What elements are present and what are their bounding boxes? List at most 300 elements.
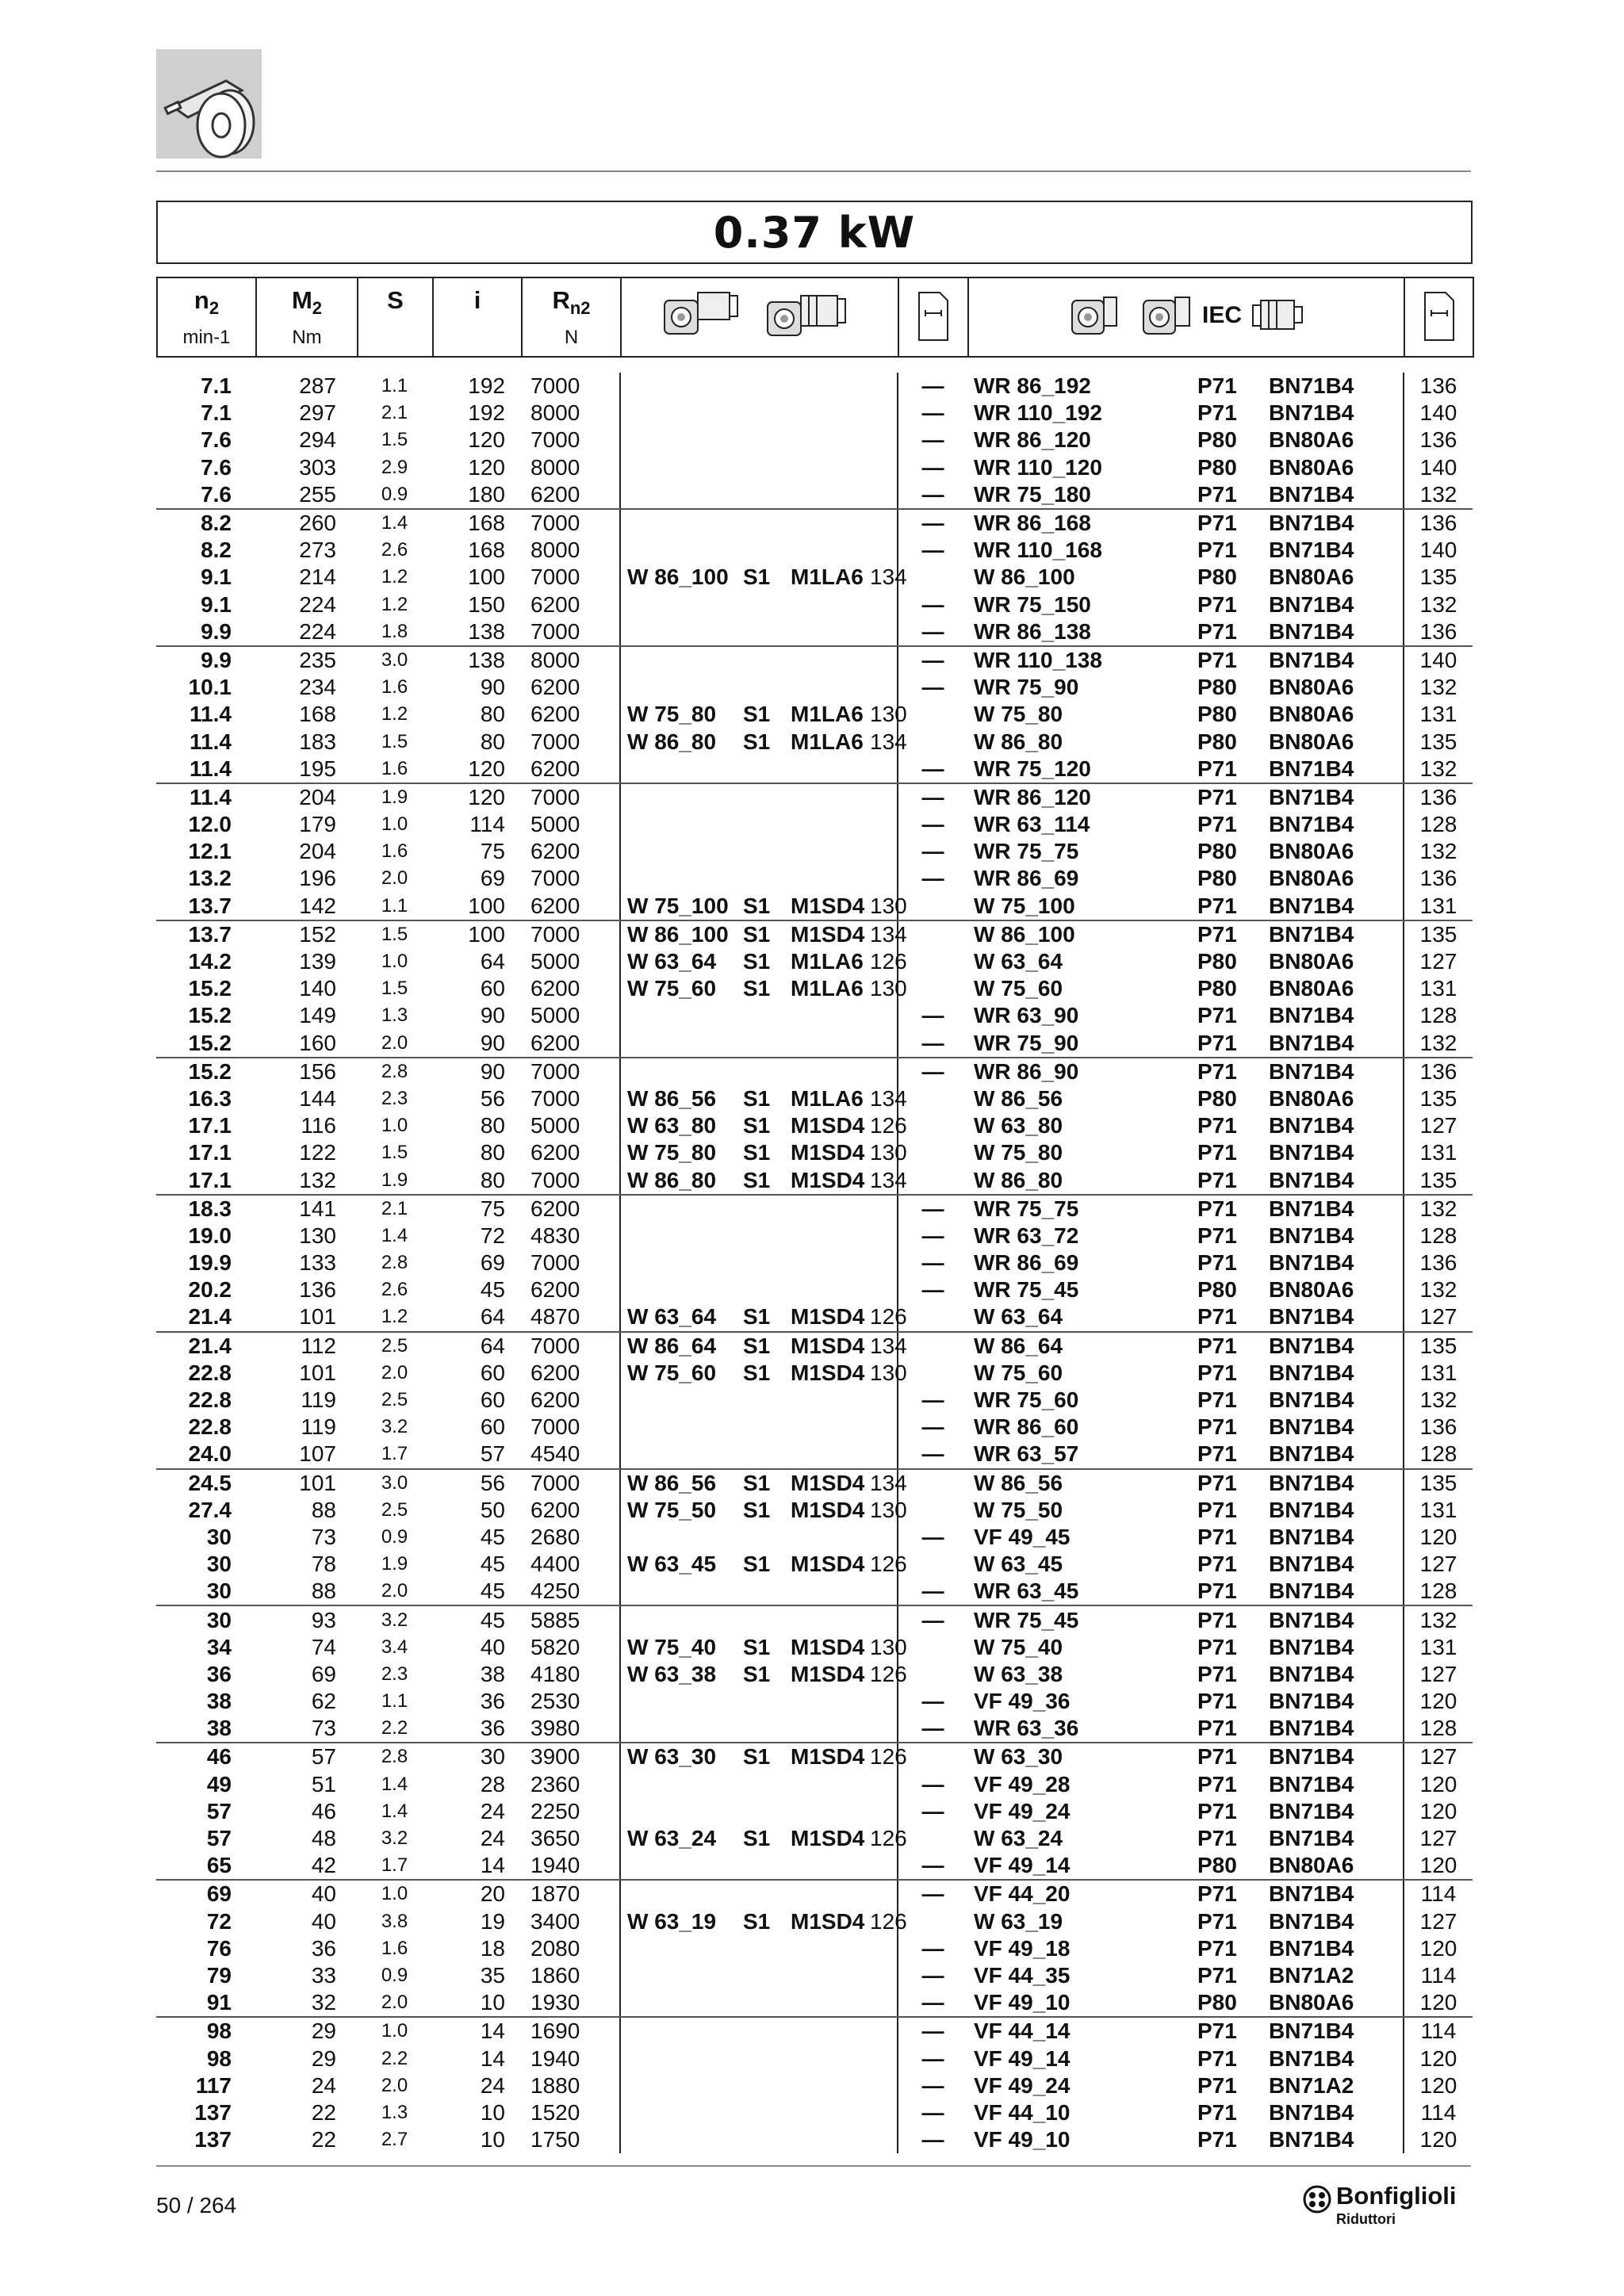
table-row bbox=[156, 920, 1473, 948]
iec-gearbox-cell: W 86_56 bbox=[974, 1085, 1063, 1111]
iec-gearbox-cell: W 63_45 bbox=[974, 1552, 1063, 1577]
ratio-cell: 24 bbox=[480, 1826, 505, 1851]
w-motor-cell bbox=[791, 1578, 870, 1605]
w-page-cell bbox=[870, 1276, 898, 1303]
iec-motor-cell: BN71B4 bbox=[1269, 1826, 1354, 1851]
s-cell: 3.2 bbox=[381, 1827, 408, 1850]
iec-motor-icon bbox=[1250, 296, 1305, 335]
n2-cell: 11.4 bbox=[190, 729, 232, 754]
w-s-cell bbox=[743, 509, 791, 537]
s-cell: 1.1 bbox=[357, 893, 432, 920]
n2-cell: 69 bbox=[206, 1881, 232, 1907]
n2-cell: 9.9 bbox=[156, 618, 255, 646]
table-row bbox=[156, 1825, 1473, 1852]
s-cell: 1.6 bbox=[357, 756, 432, 783]
iec-gearbox-cell: W 63_64 bbox=[967, 1303, 1197, 1331]
no-motor-cell: — bbox=[898, 1852, 967, 1880]
w-page-cell bbox=[870, 1578, 898, 1605]
table-row bbox=[156, 756, 1473, 783]
iec-gearbox-cell: W 75_80 bbox=[974, 702, 1063, 727]
w-gearbox-cell: W 86_64 bbox=[627, 1333, 717, 1358]
w-page-cell bbox=[870, 1962, 898, 1989]
s-cell: 1.7 bbox=[357, 1852, 432, 1880]
w-motor-cell bbox=[791, 1935, 870, 1962]
table-row bbox=[156, 646, 1473, 674]
iec-page-cell: 136 bbox=[1404, 865, 1473, 892]
rn2-cell: 6200 bbox=[521, 1497, 620, 1524]
w-gearbox-cell: W 86_80 bbox=[627, 729, 717, 754]
w-s-cell bbox=[743, 1249, 791, 1276]
rn2-cell: 3900 bbox=[521, 1743, 620, 1770]
w-gearbox-cell: W 63_19 bbox=[627, 1908, 717, 1934]
ratio-cell: 168 bbox=[468, 538, 505, 563]
iec-motor-cell: BN80A6 bbox=[1269, 866, 1354, 891]
rn2-cell: 6200 bbox=[521, 756, 620, 783]
n2-cell: 15.2 bbox=[188, 1058, 232, 1084]
w-s-cell bbox=[743, 646, 791, 674]
s-cell: 2.2 bbox=[357, 1715, 432, 1743]
w-page-cell: 134 bbox=[870, 1332, 898, 1360]
iec-motor-cell: BN80A6 bbox=[1269, 702, 1354, 727]
m2-cell: 133 bbox=[299, 1250, 336, 1276]
m2-cell: 101 bbox=[299, 1360, 336, 1385]
rn2-cell: 7000 bbox=[521, 427, 620, 453]
s-cell: 2.8 bbox=[381, 1252, 408, 1274]
iec-gearbox-cell: VF 49_28 bbox=[974, 1771, 1071, 1797]
no-motor-cell bbox=[898, 1085, 967, 1112]
iec-flange-cell: P80 bbox=[1197, 702, 1237, 727]
table-row bbox=[156, 1002, 1473, 1029]
table-row bbox=[156, 1743, 1473, 1770]
iec-flange-cell: P71 bbox=[1197, 2019, 1237, 2044]
n2-cell: 19.9 bbox=[188, 1250, 232, 1276]
no-motor-cell: — bbox=[921, 591, 944, 617]
iec-motor-cell: BN80A6 bbox=[1269, 1989, 1404, 2017]
w-gearbox-cell bbox=[620, 2045, 743, 2072]
s-cell: 2.3 bbox=[381, 1663, 408, 1685]
table-row bbox=[156, 1223, 1473, 1249]
no-motor-cell bbox=[898, 1497, 967, 1524]
iec-motor-cell: BN71B4 bbox=[1269, 1058, 1354, 1084]
page-number: 50 / 264 bbox=[156, 2193, 237, 2218]
w-page-cell: 126 bbox=[870, 1661, 898, 1688]
ratio-cell: 120 bbox=[468, 784, 505, 809]
w-gearbox-cell bbox=[620, 1852, 743, 1880]
iec-gearbox-cell: W 86_100 bbox=[974, 921, 1075, 947]
no-motor-cell bbox=[898, 893, 967, 920]
w-page-cell: 126 bbox=[870, 1551, 898, 1578]
w-gearbox-cell bbox=[620, 1578, 743, 1605]
table-body bbox=[156, 373, 1473, 2153]
w-s-cell bbox=[743, 1852, 791, 1880]
ratio-cell: 14 bbox=[480, 2045, 505, 2071]
w-motor-cell: M1LA6 bbox=[791, 564, 864, 590]
iec-flange-cell: P71 bbox=[1197, 1798, 1237, 1823]
ratio-cell: 90 bbox=[480, 675, 505, 700]
ratio-cell: 36 bbox=[480, 1689, 505, 1714]
no-motor-cell: — bbox=[898, 618, 967, 646]
m2-cell: 140 bbox=[299, 976, 336, 1001]
w-s-cell bbox=[743, 1058, 791, 1085]
iec-gearbox-cell: WR 86_192 bbox=[974, 373, 1091, 399]
n2-cell: 17.1 bbox=[188, 1113, 232, 1138]
iec-flange-cell: P80 bbox=[1197, 839, 1237, 864]
w-page-cell: 130 bbox=[870, 975, 898, 1002]
ratio-cell: 28 bbox=[480, 1771, 505, 1797]
s-cell: 2.8 bbox=[381, 1060, 408, 1082]
m2-cell: 136 bbox=[299, 1277, 336, 1303]
n2-cell: 12.1 bbox=[188, 839, 232, 864]
rn2-cell: 7000 bbox=[521, 920, 620, 948]
w-s-cell: S1 bbox=[743, 1497, 771, 1522]
iec-motor-cell: BN71B4 bbox=[1269, 2099, 1354, 2125]
n2-cell: 30 bbox=[206, 1552, 232, 1577]
iec-flange-cell: P71 bbox=[1197, 1250, 1237, 1276]
w-motor-cell bbox=[791, 454, 870, 481]
w-motor-cell: M1SD4 bbox=[791, 1113, 865, 1138]
iec-page-cell: 136 bbox=[1404, 427, 1473, 453]
iec-flange-cell: P71 bbox=[1197, 400, 1237, 426]
s-cell: 1.6 bbox=[381, 840, 408, 863]
ratio-cell: 72 bbox=[480, 1223, 505, 1248]
iec-page-cell: 140 bbox=[1404, 646, 1473, 674]
w-s-cell bbox=[743, 838, 791, 865]
w-motor-cell bbox=[791, 618, 870, 646]
ratio-cell: 80 bbox=[480, 702, 505, 727]
iec-page-cell: 135 bbox=[1404, 728, 1473, 755]
iec-flange-cell: P71 bbox=[1197, 1661, 1237, 1686]
m2-cell: 101 bbox=[255, 1303, 357, 1331]
w-page-cell: 130 bbox=[870, 1497, 898, 1524]
ratio-cell: 138 bbox=[468, 647, 505, 672]
w-page-cell: 134 bbox=[870, 564, 898, 591]
n2-cell: 22.8 bbox=[188, 1360, 232, 1385]
iec-page-cell: 128 bbox=[1404, 811, 1473, 838]
w-motor-cell bbox=[791, 1962, 870, 1989]
no-motor-cell bbox=[898, 1360, 967, 1387]
w-gearbox-cell bbox=[620, 756, 743, 783]
m2-cell: 40 bbox=[311, 1908, 336, 1934]
s-cell: 1.4 bbox=[381, 512, 408, 534]
ratio-cell: 120 bbox=[468, 427, 505, 453]
no-motor-cell: — bbox=[921, 2099, 944, 2125]
iec-page-cell: 132 bbox=[1404, 838, 1473, 865]
w-page-cell bbox=[870, 2126, 898, 2153]
iec-motor-cell: BN71B4 bbox=[1269, 1196, 1354, 1221]
iec-flange-cell: P71 bbox=[1197, 893, 1269, 920]
iec-motor-cell: BN71B4 bbox=[1269, 1303, 1404, 1331]
no-motor-cell bbox=[898, 1825, 967, 1852]
w-motor-cell bbox=[791, 1989, 870, 2017]
w-page-cell bbox=[870, 454, 898, 481]
no-motor-cell: — bbox=[921, 1935, 944, 1961]
catalog-page-icon bbox=[916, 289, 951, 343]
n2-cell: 20.2 bbox=[188, 1277, 232, 1303]
w-s-cell: S1 bbox=[743, 1826, 771, 1851]
iec-flange-cell: P71 bbox=[1197, 784, 1237, 809]
s-cell: 3.2 bbox=[381, 1416, 408, 1438]
w-page-cell bbox=[870, 2099, 898, 2126]
iec-page-cell: 132 bbox=[1404, 1387, 1473, 1414]
w-s-cell bbox=[743, 618, 791, 646]
n2-cell: 117 bbox=[195, 2072, 232, 2098]
w-motor-cell: M1SD4 bbox=[791, 1552, 865, 1577]
w-motor-cell bbox=[791, 865, 870, 892]
m2-cell: 214 bbox=[299, 564, 336, 590]
table-row bbox=[156, 1634, 1473, 1661]
m2-cell: 101 bbox=[299, 1470, 336, 1495]
ratio-cell: 45 bbox=[480, 1607, 505, 1632]
no-motor-cell bbox=[898, 1166, 967, 1194]
m2-cell: 130 bbox=[299, 1223, 336, 1248]
w-motor-cell bbox=[791, 591, 870, 618]
w-motor-cell: M1SD4 bbox=[791, 1744, 865, 1770]
n2-cell: 18.3 bbox=[188, 1196, 232, 1221]
ratio-cell: 192 bbox=[468, 400, 505, 426]
rn2-cell: 1880 bbox=[521, 2072, 620, 2099]
iec-gearbox-cell: WR 86_60 bbox=[974, 1414, 1079, 1440]
w-motor-cell bbox=[791, 1688, 870, 1715]
table-row bbox=[156, 1249, 1473, 1276]
ratio-cell: 56 bbox=[480, 1085, 505, 1111]
table-row bbox=[156, 975, 1473, 1002]
w-page-cell bbox=[870, 591, 898, 618]
table-row bbox=[156, 1989, 1473, 2017]
header-page-ref bbox=[898, 277, 968, 357]
rn2-cell: 7000 bbox=[521, 1249, 620, 1276]
iec-gearbox-cell: WR 63_114 bbox=[974, 812, 1090, 837]
iec-flange-cell: P71 bbox=[1197, 2127, 1237, 2152]
s-cell: 2.0 bbox=[381, 867, 408, 890]
iec-gearbox-cell: W 75_100 bbox=[967, 893, 1197, 920]
iec-gearbox-cell: W 86_56 bbox=[974, 1470, 1063, 1495]
w-gearbox-cell bbox=[620, 1223, 743, 1249]
rn2-cell: 7000 bbox=[521, 1469, 620, 1497]
table-row bbox=[156, 783, 1473, 811]
iec-page-cell: 135 bbox=[1404, 1166, 1473, 1194]
w-gearbox-cell bbox=[620, 481, 743, 509]
m2-cell: 141 bbox=[299, 1196, 336, 1221]
iec-motor-cell: BN71B4 bbox=[1269, 2045, 1354, 2071]
n2-cell: 9.9 bbox=[201, 647, 232, 672]
w-s-cell bbox=[743, 1223, 791, 1249]
s-cell: 3.2 bbox=[381, 1609, 408, 1631]
rn2-cell: 4400 bbox=[521, 1551, 620, 1578]
s-cell: 2.5 bbox=[381, 1498, 408, 1521]
n2-cell: 19.0 bbox=[188, 1223, 232, 1248]
s-cell: 3.8 bbox=[381, 1910, 408, 1932]
iec-flange-cell: P71 bbox=[1197, 1771, 1237, 1797]
s-cell: 2.1 bbox=[381, 1197, 408, 1219]
rn2-cell: 4180 bbox=[521, 1661, 620, 1688]
table-row bbox=[156, 1962, 1473, 1989]
w-s-cell: S1 bbox=[743, 702, 771, 727]
w-motor-cell bbox=[791, 1605, 870, 1633]
iec-page-cell: 127 bbox=[1404, 1908, 1473, 1935]
m2-cell: 234 bbox=[299, 675, 336, 700]
w-gearbox-cell bbox=[620, 838, 743, 865]
iec-gearbox-cell: VF 49_14 bbox=[974, 2045, 1071, 2071]
s-cell: 2.0 bbox=[357, 1989, 432, 2017]
w-motor-cell bbox=[791, 1058, 870, 1085]
iec-page-cell: 120 bbox=[1404, 1852, 1473, 1880]
w-gearbox-cell bbox=[620, 1798, 743, 1825]
ratio-cell: 30 bbox=[480, 1744, 505, 1770]
w-gearbox-cell bbox=[620, 1935, 743, 1962]
w-gearbox-cell bbox=[620, 2126, 743, 2153]
w-s-cell bbox=[743, 591, 791, 618]
m2-cell: 204 bbox=[299, 784, 336, 809]
iec-gearbox-cell: WR 63_36 bbox=[967, 1715, 1197, 1743]
m2-cell: 255 bbox=[255, 481, 357, 509]
w-page-cell bbox=[870, 400, 898, 427]
iec-flange-cell: P71 bbox=[1197, 1908, 1237, 1934]
table-row bbox=[156, 1524, 1473, 1551]
rn2-cell: 5000 bbox=[521, 948, 620, 975]
w-motor-cell bbox=[791, 674, 870, 701]
w-gearbox-cell bbox=[620, 1030, 743, 1058]
no-motor-cell: — bbox=[921, 2072, 944, 2098]
n2-cell: 27.4 bbox=[188, 1497, 232, 1522]
iec-page-cell: 120 bbox=[1404, 1935, 1473, 1962]
no-motor-cell: — bbox=[921, 866, 944, 891]
w-gearbox-cell: W 63_30 bbox=[627, 1744, 717, 1770]
w-page-cell bbox=[870, 1195, 898, 1223]
w-page-cell bbox=[870, 1715, 898, 1743]
w-page-cell bbox=[870, 1002, 898, 1029]
m2-cell: 196 bbox=[299, 866, 336, 891]
w-gearbox-cell bbox=[620, 509, 743, 537]
w-s-cell bbox=[743, 1962, 791, 1989]
no-motor-cell: — bbox=[921, 373, 944, 399]
s-cell: 2.8 bbox=[381, 1746, 408, 1768]
iec-flange-cell: P71 bbox=[1197, 756, 1269, 783]
iec-page-cell: 132 bbox=[1404, 1276, 1473, 1303]
iec-motor-cell: BN71B4 bbox=[1269, 2019, 1354, 2044]
n2-cell: 24.0 bbox=[156, 1441, 255, 1468]
n2-cell: 7.6 bbox=[201, 427, 232, 453]
ratio-cell: 45 bbox=[480, 1524, 505, 1549]
w-gearbox-cell bbox=[620, 537, 743, 564]
ratio-cell: 168 bbox=[468, 511, 505, 536]
rn2-cell: 5000 bbox=[521, 811, 620, 838]
w-gearbox-cell bbox=[620, 646, 743, 674]
m2-cell: 297 bbox=[299, 400, 336, 426]
n2-cell: 57 bbox=[206, 1798, 232, 1823]
iec-page-cell: 120 bbox=[1404, 1989, 1473, 2017]
w-gearbox-cell bbox=[620, 1002, 743, 1029]
iec-gearbox-cell: WR 75_90 bbox=[967, 1030, 1197, 1058]
m2-cell: 156 bbox=[299, 1058, 336, 1084]
table-row bbox=[156, 1112, 1473, 1139]
no-motor-cell: — bbox=[921, 1607, 944, 1632]
w-motor-cell: M1SD4 bbox=[791, 921, 865, 947]
iec-flange-cell: P71 bbox=[1197, 812, 1237, 837]
iec-motor-cell: BN71B4 bbox=[1269, 1470, 1354, 1495]
m2-cell: 29 bbox=[311, 2045, 336, 2071]
w-gearbox-cell bbox=[620, 400, 743, 427]
w-page-cell bbox=[870, 1058, 898, 1085]
ratio-cell: 80 bbox=[480, 1140, 505, 1165]
iec-motor-cell: BN71B4 bbox=[1269, 1030, 1404, 1058]
iec-motor-cell: BN71B4 bbox=[1269, 647, 1354, 672]
iec-gearbox-cell: W 86_64 bbox=[974, 1333, 1063, 1358]
w-gearbox-cell bbox=[620, 811, 743, 838]
n2-cell: 36 bbox=[206, 1661, 232, 1686]
w-page-cell: 134 bbox=[870, 1469, 898, 1497]
table-row bbox=[156, 2017, 1473, 2045]
iec-page-cell: 120 bbox=[1404, 1688, 1473, 1715]
table-row bbox=[156, 1441, 1473, 1468]
iec-page-cell: 136 bbox=[1404, 783, 1473, 811]
iec-gearbox-cell: W 63_80 bbox=[974, 1113, 1063, 1138]
w-gearbox-cell: W 75_60 bbox=[627, 976, 717, 1001]
table-row bbox=[156, 2045, 1473, 2072]
iec-gearbox-cell: VF 49_14 bbox=[967, 1852, 1197, 1880]
ratio-cell: 20 bbox=[480, 1881, 505, 1907]
w-s-cell: S1 bbox=[743, 1552, 771, 1577]
n2-cell: 34 bbox=[206, 1634, 232, 1659]
iec-flange-cell: P71 bbox=[1197, 1524, 1237, 1549]
w-s-cell: S1 bbox=[743, 1113, 771, 1138]
no-motor-cell bbox=[898, 1139, 967, 1166]
iec-page-cell: 132 bbox=[1404, 1195, 1473, 1223]
s-cell: 1.5 bbox=[381, 429, 408, 451]
table-row bbox=[156, 1414, 1473, 1441]
m2-cell: 168 bbox=[299, 702, 336, 727]
rn2-cell: 6200 bbox=[521, 1387, 620, 1414]
selection-table bbox=[156, 373, 1473, 2153]
w-s-cell bbox=[743, 783, 791, 811]
w-motor-cell bbox=[791, 1852, 870, 1880]
w-s-cell bbox=[743, 1935, 791, 1962]
w-motor-cell bbox=[791, 2045, 870, 2072]
w-gearbox-cell bbox=[620, 1249, 743, 1276]
w-page-cell: 126 bbox=[870, 948, 898, 975]
w-motor-cell bbox=[791, 2017, 870, 2045]
iec-gearbox-cell: WR 75_90 bbox=[974, 675, 1079, 700]
iec-gearbox-cell: W 75_40 bbox=[974, 1634, 1063, 1659]
rn2-cell: 6200 bbox=[521, 674, 620, 701]
iec-flange-cell: P71 bbox=[1197, 1333, 1237, 1358]
w-motor-cell: M1SD4 bbox=[791, 1497, 865, 1522]
no-motor-cell: — bbox=[921, 454, 944, 480]
w-motor-cell: M1SD4 bbox=[791, 1470, 865, 1495]
w-s-cell: S1 bbox=[743, 1661, 771, 1686]
iec-page-cell: 128 bbox=[1404, 1578, 1473, 1605]
iec-motor-cell: BN71B4 bbox=[1269, 400, 1354, 426]
no-motor-cell: — bbox=[921, 427, 944, 453]
iec-motor-cell: BN71B4 bbox=[1269, 1881, 1354, 1907]
w-motor-cell bbox=[791, 1715, 870, 1743]
w-motor-cell: M1SD4 bbox=[791, 1303, 870, 1331]
s-cell: 1.2 bbox=[357, 1303, 432, 1331]
w-gearbox-cell bbox=[620, 591, 743, 618]
iec-page-cell: 135 bbox=[1404, 564, 1473, 591]
iec-motor-cell: BN80A6 bbox=[1269, 454, 1354, 480]
w-gearbox-cell bbox=[620, 2099, 743, 2126]
w-page-cell bbox=[870, 1524, 898, 1551]
iec-page-cell: 120 bbox=[1404, 1524, 1473, 1551]
w-page-cell: 126 bbox=[870, 1743, 898, 1770]
ratio-cell: 90 bbox=[432, 1030, 521, 1058]
w-gearbox-cell: W 86_56 bbox=[627, 1085, 717, 1111]
m2-cell: 287 bbox=[299, 373, 336, 399]
no-motor-cell: — bbox=[921, 1003, 944, 1028]
iec-page-cell: 127 bbox=[1404, 1303, 1473, 1331]
n2-cell: 11.4 bbox=[190, 784, 232, 809]
iec-gearbox-cell: W 75_50 bbox=[974, 1497, 1063, 1522]
